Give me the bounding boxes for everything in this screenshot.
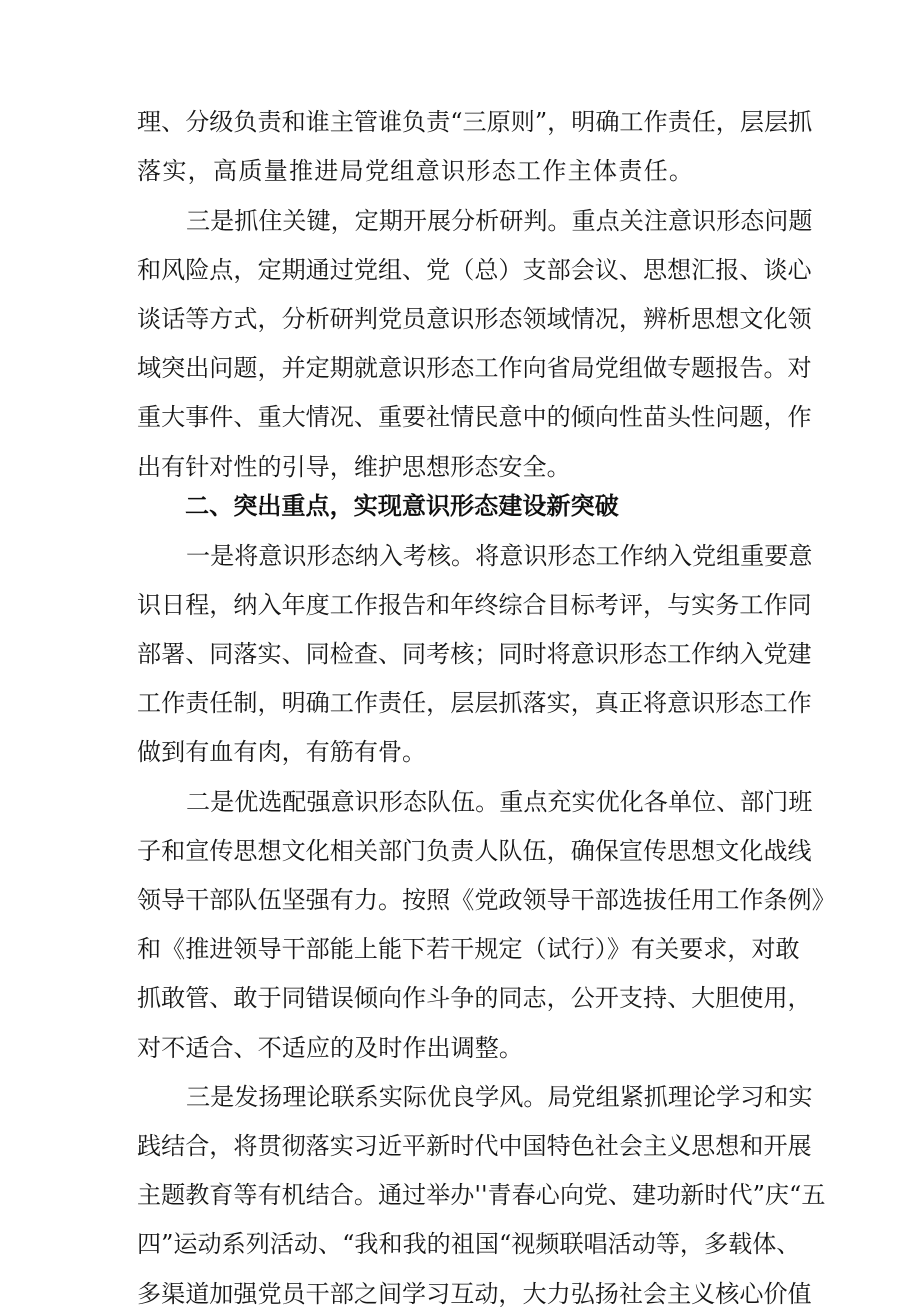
section-heading [0, 486, 920, 526]
text-line-content: 部署、同落实、同检查、同考核；同时将意识形态工作纳入党建 [137, 640, 812, 668]
text-line [0, 880, 920, 920]
text-line [0, 299, 920, 339]
text-line [0, 929, 920, 969]
text-line [0, 831, 920, 871]
text-line [0, 1028, 920, 1068]
text-line-content: 工作责任制，明确工作责任，层层抓落实，真正将意识形态工作 [137, 689, 812, 717]
text-line-content: 谈话等方式，分析研判党员意识形态领域情况，辨析思想文化领 [137, 305, 812, 333]
text-line [0, 250, 920, 290]
text-line-content: 做到有血有肉，有筋有骨。 [137, 738, 427, 766]
text-line [0, 1224, 920, 1264]
text-line [0, 683, 920, 723]
text-line [0, 348, 920, 388]
text-line-content: 识日程，纳入年度工作报告和年终综合目标考评，与实务工作同 [137, 591, 812, 619]
text-line [0, 732, 920, 772]
text-line [0, 782, 920, 822]
text-line [0, 1175, 920, 1215]
text-line [0, 585, 920, 625]
text-line [0, 536, 920, 576]
text-line [0, 978, 920, 1018]
text-line-content: 子和宣传思想文化相关部门负责人队伍，确保宣传思想文化战线 [137, 837, 812, 865]
text-line-content: 抓敢管、敢于同错误倾向作斗争的同志，公开支持、大胆使用， [137, 984, 812, 1012]
text-line [0, 1077, 920, 1117]
text-line-content: 理、分级负责和谁主管谁负责“三原则”，明确工作责任，层层抓 [137, 108, 813, 136]
text-line-content: 和《推进领导干部能上能下若干规定（试行）》有关要求，对敢 [137, 935, 800, 963]
text-line-content: 域突出问题，并定期就意识形态工作向省局党组做专题报告。对 [137, 354, 812, 382]
text-line-content: 出有针对性的引导，维护思想形态安全。 [137, 453, 571, 481]
text-line-content: 重大事件、重大情况、重要社情民意中的倾向性苗头性问题，作 [137, 403, 812, 431]
text-line [0, 397, 920, 437]
text-line [0, 102, 920, 142]
text-line-content: 二是优选配强意识形态队伍。重点充实优化各单位、部门班 [186, 788, 813, 816]
text-line [0, 1274, 920, 1314]
text-line [0, 634, 920, 674]
text-line-content: 三是发扬理论联系实际优良学风。局党组紧抓理论学习和实 [186, 1083, 813, 1111]
text-line [0, 447, 920, 487]
text-line-content: 三是抓住关键，定期开展分析研判。重点关注意识形态问题 [186, 207, 813, 235]
text-line-content: 落实，高质量推进局党组意识形态工作主体责任。 [137, 157, 693, 185]
text-line [0, 201, 920, 241]
text-line-content: 领导干部队伍坚强有力。按照《党政领导干部选拔任用工作条例》 [137, 886, 836, 914]
text-line-content: 多渠道加强党员干部之间学习互动，大力弘扬社会主义核心价值 [137, 1280, 812, 1308]
section-heading-text: 二、突出重点，实现意识形态建设新突破 [185, 492, 619, 520]
text-line-content: 四”运动系列活动、“我和我的祖国“视频联唱活动等，多载体、 [137, 1230, 801, 1258]
text-line-content: 一是将意识形态纳入考核。将意识形态工作纳入党组重要意 [186, 542, 813, 570]
text-line [0, 151, 920, 191]
text-line-content: 主题教育等有机结合。通过举办''青春心向党、建功新时代”庆“五 [137, 1181, 826, 1209]
text-line [0, 1126, 920, 1166]
text-line-content: 对不适合、不适应的及时作出调整。 [137, 1034, 523, 1062]
text-line-content: 践结合，将贯彻落实习近平新时代中国特色社会主义思想和开展 [137, 1132, 812, 1160]
text-line-content: 和风险点，定期通过党组、党（总）支部会议、思想汇报、谈心 [137, 256, 812, 284]
